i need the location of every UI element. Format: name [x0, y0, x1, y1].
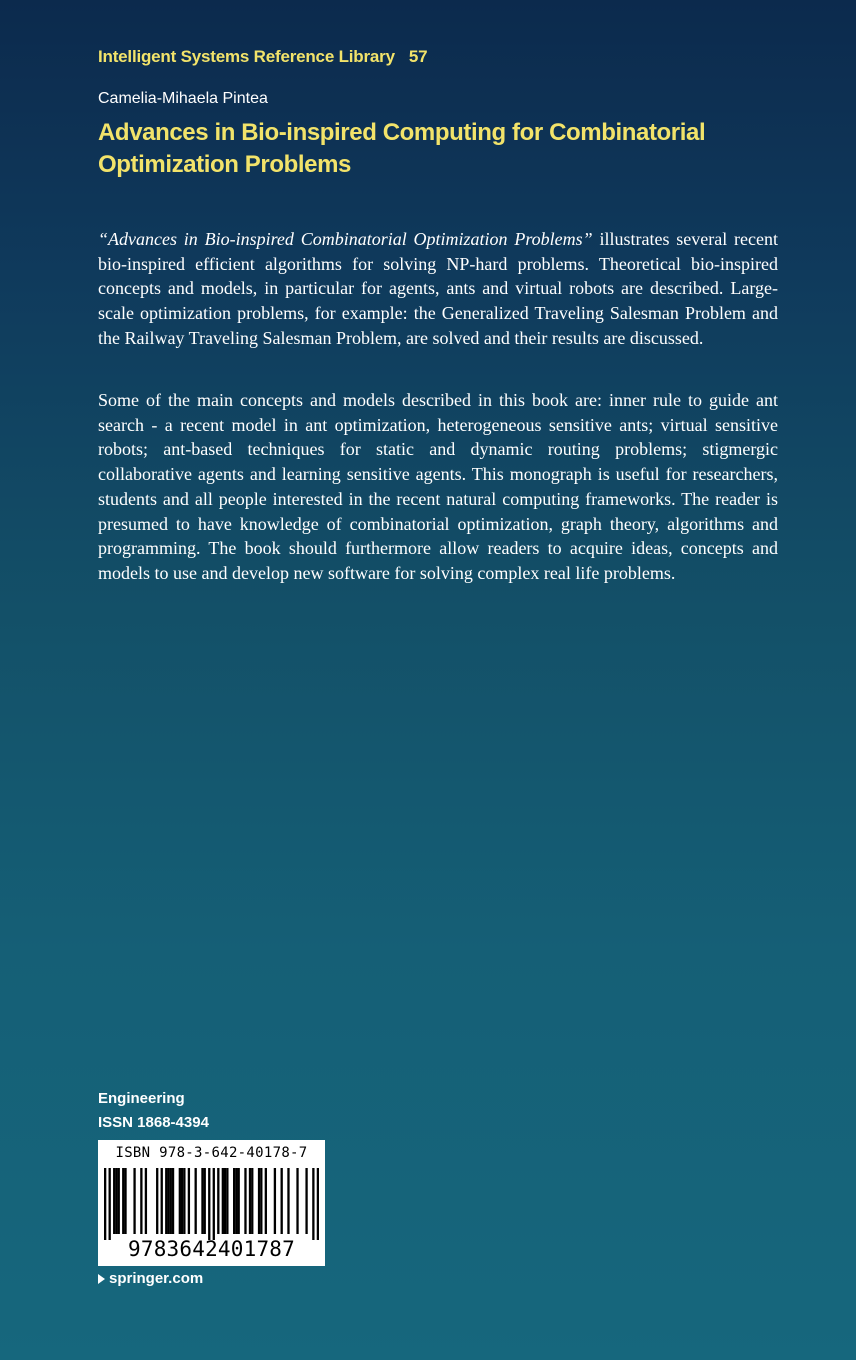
series-name: Intelligent Systems Reference Library: [98, 47, 395, 66]
isbn-text: ISBN 978-3-642-40178-7: [115, 1145, 308, 1161]
series-number: 57: [408, 47, 428, 66]
description-paragraph-1: [98, 227, 778, 351]
barcode-bar: [156, 1168, 158, 1234]
series-line: [98, 47, 427, 67]
barcode-bars: [104, 1168, 319, 1240]
barcode-bar: [115, 1168, 117, 1234]
barcode-bar: [204, 1168, 206, 1234]
book-title: Advances in Bio-inspired Computing for Combinatorial Optimization Problems: [98, 119, 706, 178]
barcode-bar: [238, 1168, 240, 1234]
barcode-bar: [233, 1168, 235, 1234]
barcode-bar: [181, 1168, 183, 1234]
barcode-bar: [165, 1168, 167, 1234]
barcode-bar: [274, 1168, 276, 1234]
barcode-bar: [172, 1168, 174, 1234]
barcode: [98, 1140, 325, 1266]
barcode-bar: [296, 1168, 298, 1234]
barcode-bar: [251, 1168, 253, 1234]
barcode-bar: [260, 1168, 262, 1234]
barcode-bar: [188, 1168, 190, 1234]
barcode-bar: [217, 1168, 219, 1234]
barcode-bar: [224, 1168, 226, 1234]
barcode-bar: [265, 1168, 267, 1234]
issn-label: ISSN 1868-4394: [98, 1114, 209, 1131]
description-p1-text: illustrates several recent bio-inspired efficient algorithms for solving NP-hard problems. Theoretical bio-inspired concepts and models, in particular for agents, ants and virtual robots are described. Large-scale optimization problems, for example: the Generalized Traveling Salesman Problem and the Railway Traveling Salesman Problem, are solved and their results are discussed.: [98, 229, 778, 348]
barcode-bar: [104, 1168, 106, 1240]
barcode-bar: [258, 1168, 260, 1234]
author-name: Camelia-Mihaela Pintea: [98, 90, 268, 107]
barcode-bar: [312, 1168, 314, 1240]
barcode-bar: [222, 1168, 224, 1234]
barcode-bar: [281, 1168, 283, 1234]
barcode-bar: [249, 1168, 251, 1234]
barcode-bar: [183, 1168, 185, 1234]
barcode-bar: [113, 1168, 115, 1234]
barcode-bar: [109, 1168, 111, 1240]
barcode-bar: [145, 1168, 147, 1234]
ean-digits: 9783642401787: [128, 1237, 295, 1261]
barcode-bar: [179, 1168, 181, 1234]
barcode-bar: [122, 1168, 124, 1234]
barcode-bar: [133, 1168, 135, 1234]
barcode-bar: [140, 1168, 142, 1234]
arrow-right-icon: [98, 1274, 105, 1284]
barcode-bar: [170, 1168, 172, 1234]
barcode-bar: [195, 1168, 197, 1234]
barcode-bar: [226, 1168, 228, 1234]
barcode-bar: [244, 1168, 246, 1234]
barcode-bar: [287, 1168, 289, 1234]
subject-label: Engineering: [98, 1090, 185, 1107]
description-quoted-title: “Advances in Bio-inspired Combinatorial Optimization Problems”: [98, 229, 593, 249]
barcode-bar: [213, 1168, 215, 1240]
publisher-url: springer.com: [109, 1270, 204, 1287]
publisher-link[interactable]: [98, 1270, 203, 1287]
barcode-bar: [317, 1168, 319, 1240]
barcode-bar: [161, 1168, 163, 1234]
barcode-bar: [167, 1168, 169, 1234]
barcode-bar: [201, 1168, 203, 1234]
barcode-bar: [208, 1168, 210, 1240]
barcode-bar: [124, 1168, 126, 1234]
barcode-bar: [118, 1168, 120, 1234]
barcode-bar: [305, 1168, 307, 1234]
description-paragraph-2: Some of the main concepts and models described in this book are: inner rule to guide ant search - a recent model in ant optimization, heterogeneous sensitive ants; virtual sensitive robots; ant-based techniques for static and dynamic routing problems; stigmergic collaborative agents and learning sensitive agents. This monograph is useful for researchers, students and all people interested in the recent natural computing frameworks. The reader is presumed to have knowledge of combinatorial optimization, graph theory, algorithms and programming. The book should furthermore allow readers to acquire ideas, concepts and models to use and develop new software for solving complex real life problems.: [98, 390, 778, 583]
barcode-bar: [235, 1168, 237, 1234]
